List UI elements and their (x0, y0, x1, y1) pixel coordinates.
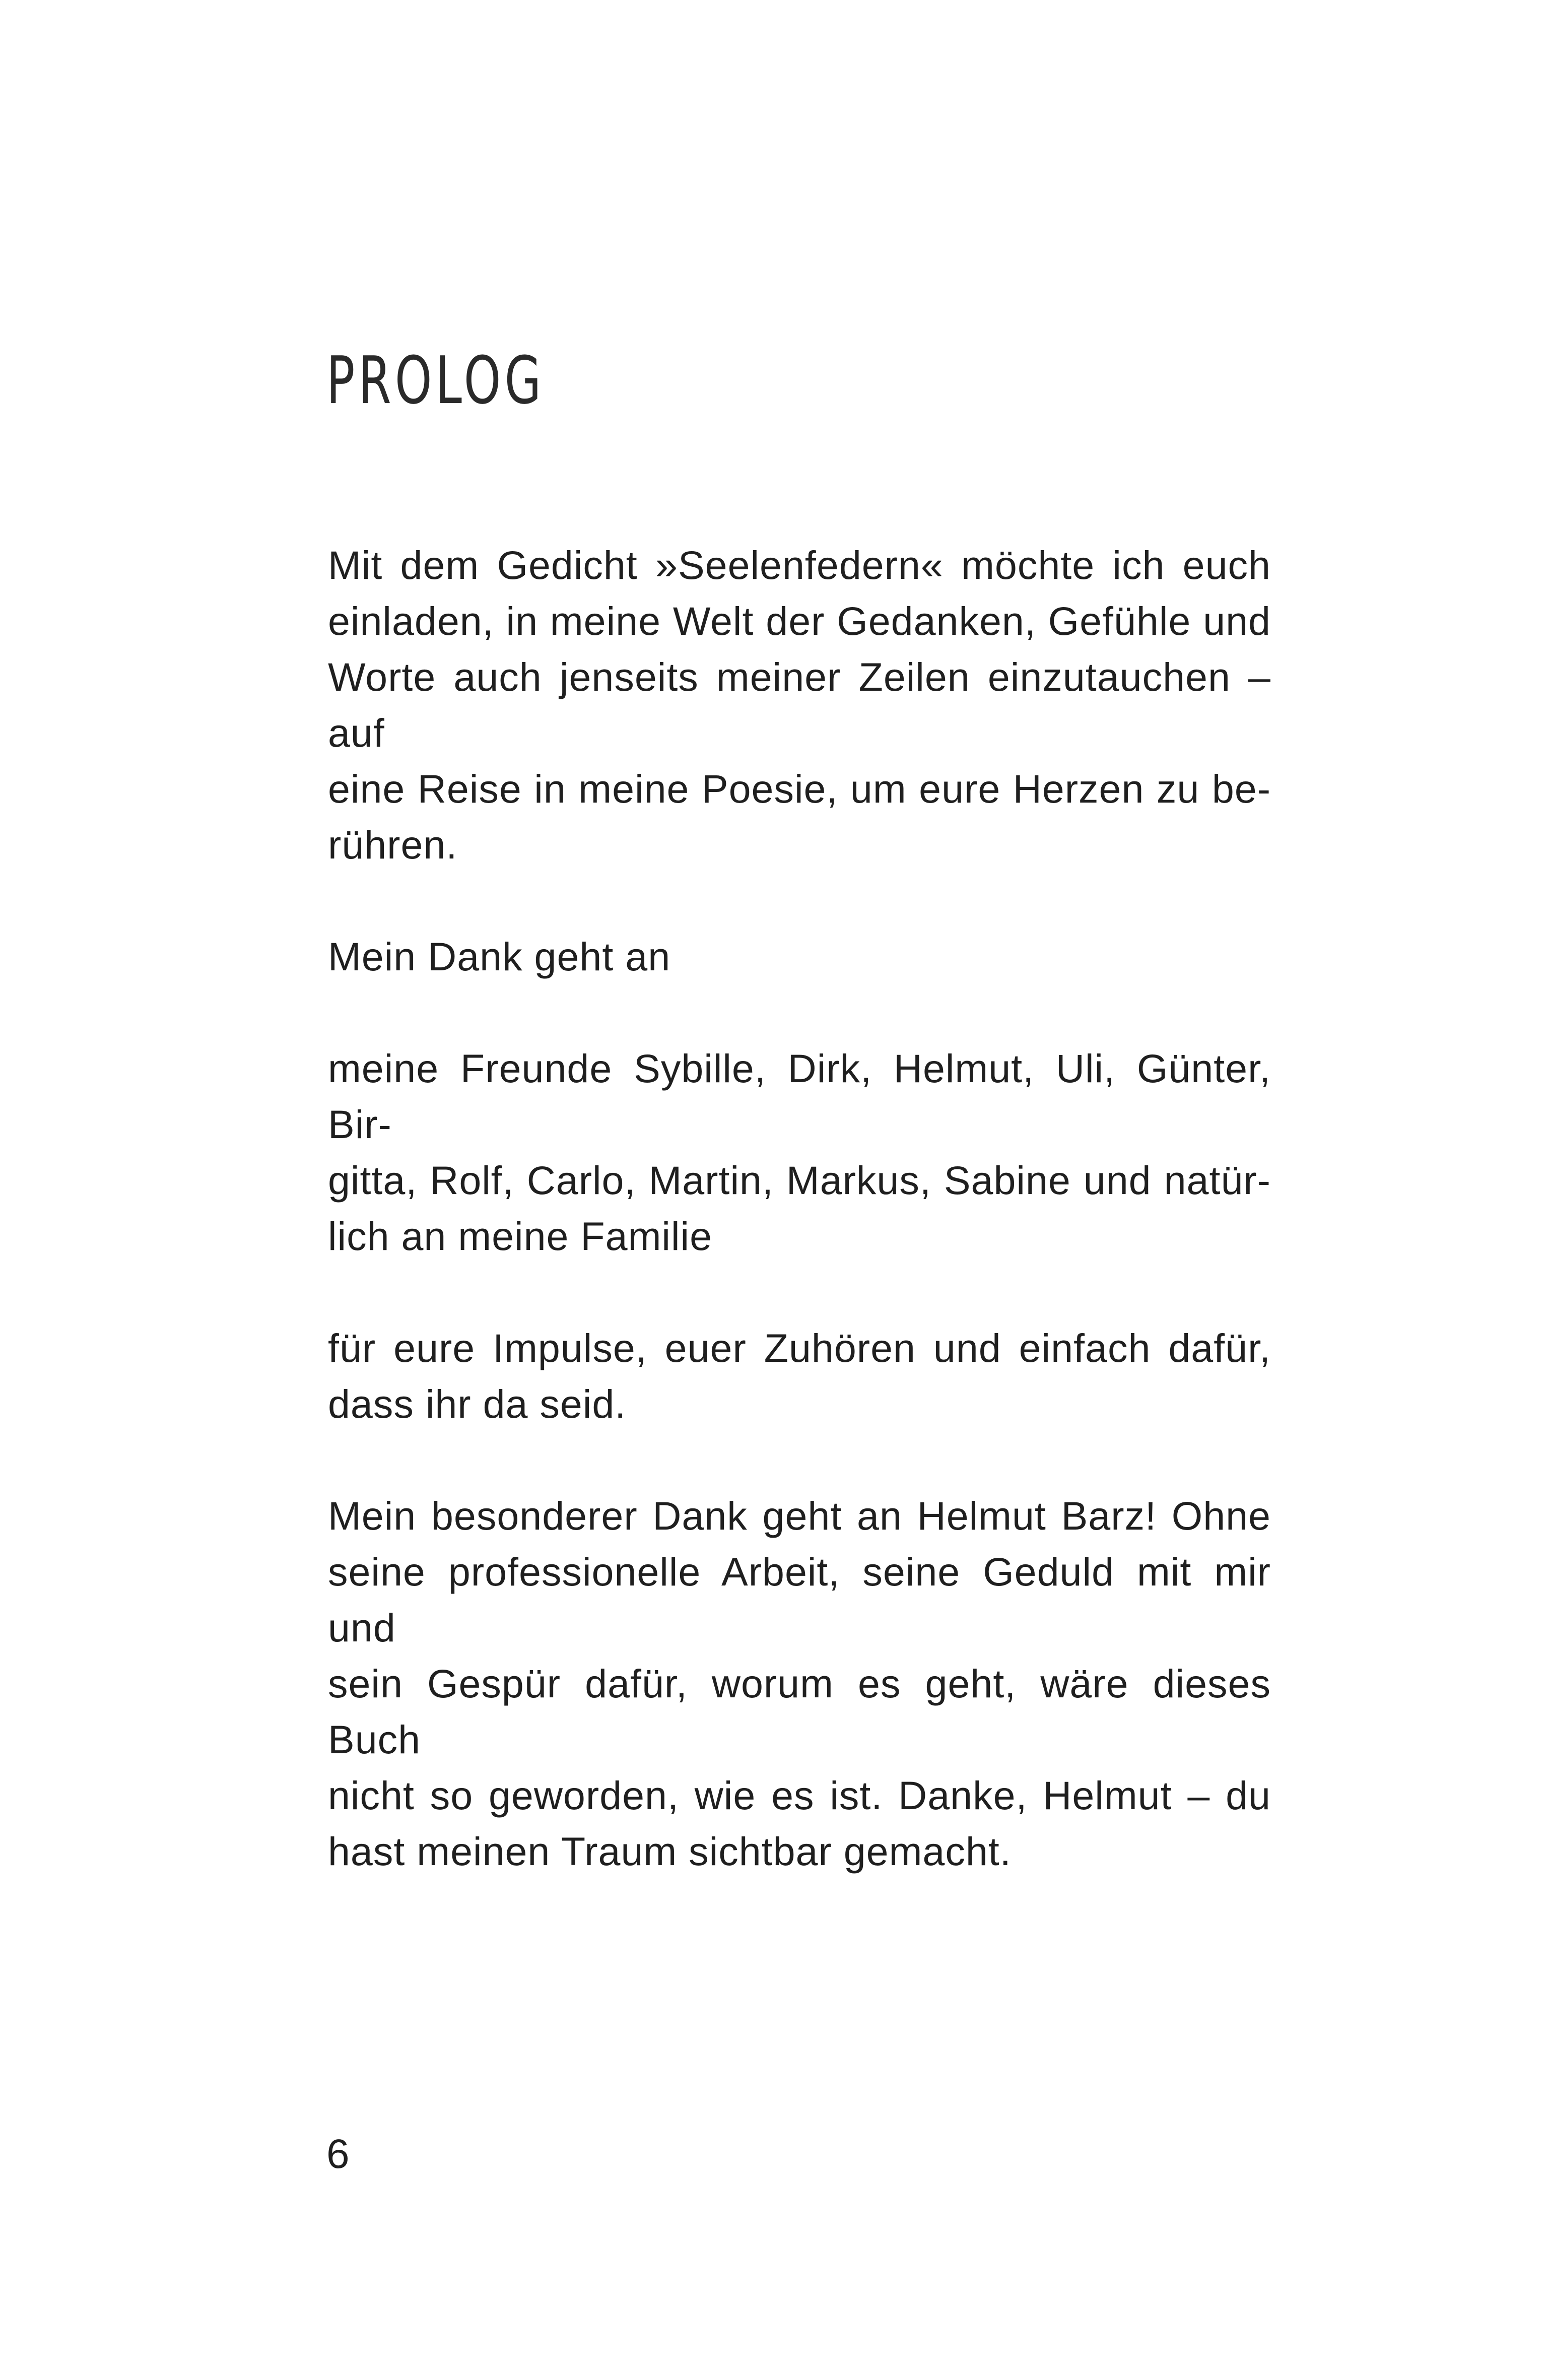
paragraph-special-thanks (328, 1488, 1271, 1879)
text-line: dass ihr da seid. (328, 1381, 627, 1426)
text-line: lich an meine Familie (328, 1214, 713, 1259)
paragraph-gap (328, 873, 1271, 929)
text-line: seine professionelle Arbeit, seine Geduld mit mir und (328, 1549, 1271, 1650)
text-line: Mein Dank geht an (328, 934, 671, 979)
paragraph-gap (328, 1264, 1271, 1320)
paragraph-impulses (328, 1320, 1271, 1432)
text-line: hast meinen Traum sichtbar gemacht. (328, 1829, 1012, 1874)
paragraph-gap (328, 1432, 1271, 1488)
text-line: Worte auch jenseits meiner Zeilen einzutauchen – auf (328, 654, 1271, 755)
text-line: nicht so geworden, wie es ist. Danke, Helmut – du (328, 1773, 1271, 1818)
text-line: gitta, Rolf, Carlo, Martin, Markus, Sabine und natür- (328, 1158, 1271, 1203)
text-line: eine Reise in meine Poesie, um eure Herzen zu be- (328, 766, 1271, 811)
text-line: Mein besonderer Dank geht an Helmut Barz! Ohne (328, 1493, 1271, 1538)
text-line: Mit dem Gedicht »Seelenfedern« möchte ich euch (328, 543, 1271, 587)
paragraph-friends (328, 1040, 1271, 1264)
prolog-body (328, 537, 1271, 1879)
paragraph-gap (328, 984, 1271, 1040)
paragraph-thanks-intro (328, 929, 1271, 984)
text-line: rühren. (328, 822, 458, 867)
text-line: sein Gespür dafür, worum es geht, wäre dieses Buch (328, 1661, 1271, 1762)
paragraph-intro (328, 537, 1271, 873)
page-number: 6 (326, 2131, 350, 2177)
text-line: meine Freunde Sybille, Dirk, Helmut, Uli, Günter, Bir- (328, 1046, 1271, 1147)
text-line: für eure Impulse, euer Zuhören und einfach dafür, (328, 1326, 1271, 1370)
chapter-heading: PROLOG (326, 342, 545, 419)
text-line: einladen, in meine Welt der Gedanken, Gefühle und (328, 599, 1271, 643)
